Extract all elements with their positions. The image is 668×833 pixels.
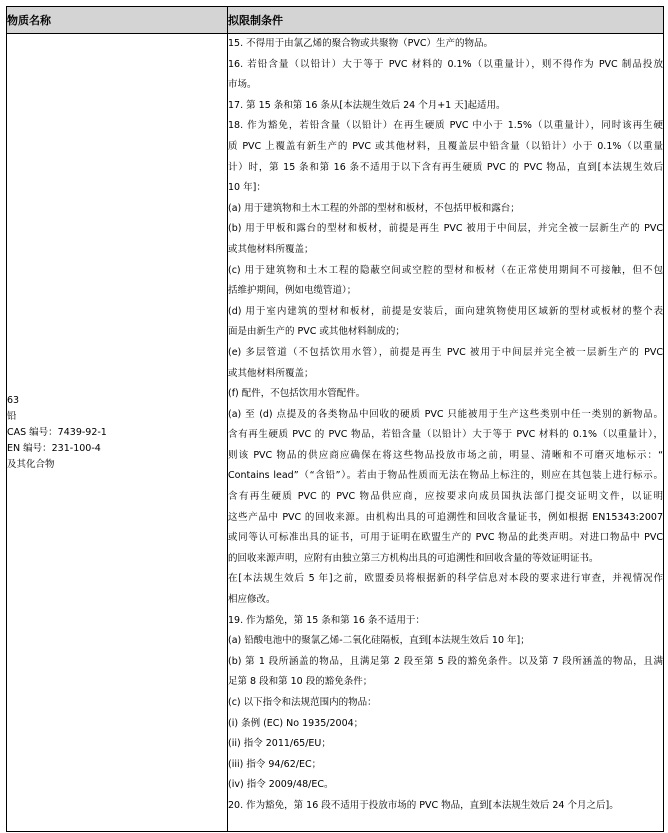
condition-line: (f) 配件，不包括饮用水管配件。 — [228, 388, 366, 400]
condition-line: (i) 条例 (EC) No 1935/2004； — [228, 717, 364, 729]
conditions-cell — [228, 34, 664, 832]
condition-line: 这些产品中 PVC 的回收来源。由机构出具的可追溯性和回收含量证书，例如根据 EN15343:2007 — [228, 511, 663, 523]
condition-line: 在[本法规生效后 5 年]之前，欧盟委员将根据新的科学信息对本段的要求进行审查，并视情况作 — [228, 573, 663, 585]
header-substance-name: 物质名称 — [7, 7, 228, 34]
ec-number: EN 编号：231-100-4 — [7, 442, 101, 454]
condition-line: 含有再生硬质 PVC 的 PVC 物品供应商，应按要求向成员国执法部门提交证明文件，以证明 — [228, 491, 663, 503]
condition-line: 足第 8 段和第 10 段的豁免条件； — [228, 676, 373, 688]
condition-line: 15. 不得用于由氯乙烯的聚合物或共聚物（PVC）生产的物品。 — [228, 38, 493, 49]
condition-line: (iii) 指令 94/62/EC； — [228, 758, 322, 770]
condition-line: 质 PVC 上覆盖有新生产的 PVC 或其他材料，且覆盖层中铅含量（以铅计）小于 0.1%（以重量 — [228, 140, 663, 152]
condition-line: (a) 至 (d) 点提及的各类物品中回收的硬质 PVC 只能被用于生产这些类别中任一类别的新物品。 — [228, 408, 663, 420]
condition-line: (c) 以下指令和法规范围内的物品： — [228, 697, 377, 708]
header-restriction-conditions: 拟限制条件 — [228, 7, 664, 34]
condition-line: (a) 用于建筑物和土木工程的外部的型材和板材，不包括甲板和露台； — [228, 202, 520, 214]
condition-line: 16. 若铅含量（以铅计）大于等于 PVC 材料的 0.1%（以重量计），则不得作为 PVC 制品投放 — [228, 58, 663, 70]
compounds-note: 及其化合物 — [7, 458, 55, 470]
condition-line: (e) 多层管道（不包括饮用水管），前提是再生 PVC 被用于中间层并完全被一层新生产的 PVC — [228, 346, 663, 358]
condition-line: (ii) 指令 2011/65/EU； — [228, 738, 331, 750]
condition-line: 19. 作为豁免，第 15 条和第 16 条不适用于： — [228, 614, 425, 626]
condition-line: 括维护期间，例如电缆管道）； — [228, 285, 357, 297]
condition-line: 相应修改。 — [228, 594, 276, 606]
condition-line: 或其他材料所覆盖； — [228, 243, 314, 255]
substance-cell — [7, 34, 228, 832]
condition-line: 计）时，第 15 条和第 16 条不适用于以下含有再生硬质 PVC 的 PVC 物品，直到[本法规生效后 — [228, 161, 663, 173]
condition-line: (iv) 指令 2009/48/EC。 — [228, 779, 334, 791]
entry-number: 63 — [7, 394, 20, 406]
condition-line: 18. 作为豁免，若铅含量（以铅计）在再生硬质 PVC 中小于 1.5%（以重量计），同时该再生硬 — [228, 120, 663, 132]
table-row — [7, 34, 664, 832]
condition-line: 或其他材料所覆盖； — [228, 367, 314, 379]
condition-line: (b) 用于甲板和露台的型材和板材，前提是再生 PVC 被用于中间层，并完全被一层新生产的 PVC — [228, 223, 663, 235]
condition-line: (a) 铅酸电池中的聚氯乙烯-二氧化硅隔板，直到[本法规生效后 10 年]； — [228, 635, 530, 647]
cas-number: CAS 编号：7439-92-1 — [7, 426, 107, 438]
table-header-row — [7, 7, 664, 34]
condition-line: (d) 用于室内建筑的型材和板材，前提是安装后，面向建筑物使用区域新的型材或板材的整个表 — [228, 305, 663, 317]
condition-line: 市场。 — [228, 79, 257, 91]
restriction-table — [6, 6, 664, 832]
condition-line: 面是由新生产的 PVC 或其他材料制成的； — [228, 326, 405, 338]
substance-name: 铅 — [7, 410, 17, 422]
condition-line: 20. 作为豁免，第 16 段不适用于投放市场的 PVC 物品，直到[本法规生效后 24 个月之后]。 — [228, 799, 619, 811]
condition-line: Contains lead”（“含铅”）。若由于物品性质而无法在物品上标注的，则应在其包装上进行标示。 — [228, 470, 663, 482]
condition-line: 的回收来源声明，应附有由独立第三方机构出具的可追溯性和回收含量的等效证明证书。 — [228, 552, 599, 564]
condition-line: 则该 PVC 物品的供应商应确保在将这些物品投放市场之前，明显、清晰和不可磨灭地标示：“ — [228, 449, 663, 461]
condition-line: (c) 用于建筑物和土木工程的隐蔽空间或空腔的型材和板材（在正常使用期间不可接触，但不包 — [228, 264, 663, 276]
condition-line: 含有再生硬质 PVC 的 PVC 物品，若铅含量（以铅计）大于等于 PVC 材料的 0.1%（以重量计）， — [228, 429, 663, 441]
condition-line: 17. 第 15 条和第 16 条从[本法规生效后 24 个月+1 天]起适用。 — [228, 99, 506, 111]
condition-line: 10 年]： — [228, 182, 266, 194]
condition-line: (b) 第 1 段所涵盖的物品，且满足第 2 段至第 5 段的豁免条件。以及第 7 段所涵盖的物品，且满 — [228, 655, 663, 667]
condition-line: 或同等认可标准出具的证书，可用于证明在欧盟生产的 PVC 物品的此类声明。对进口物品中 PVC — [228, 532, 663, 544]
